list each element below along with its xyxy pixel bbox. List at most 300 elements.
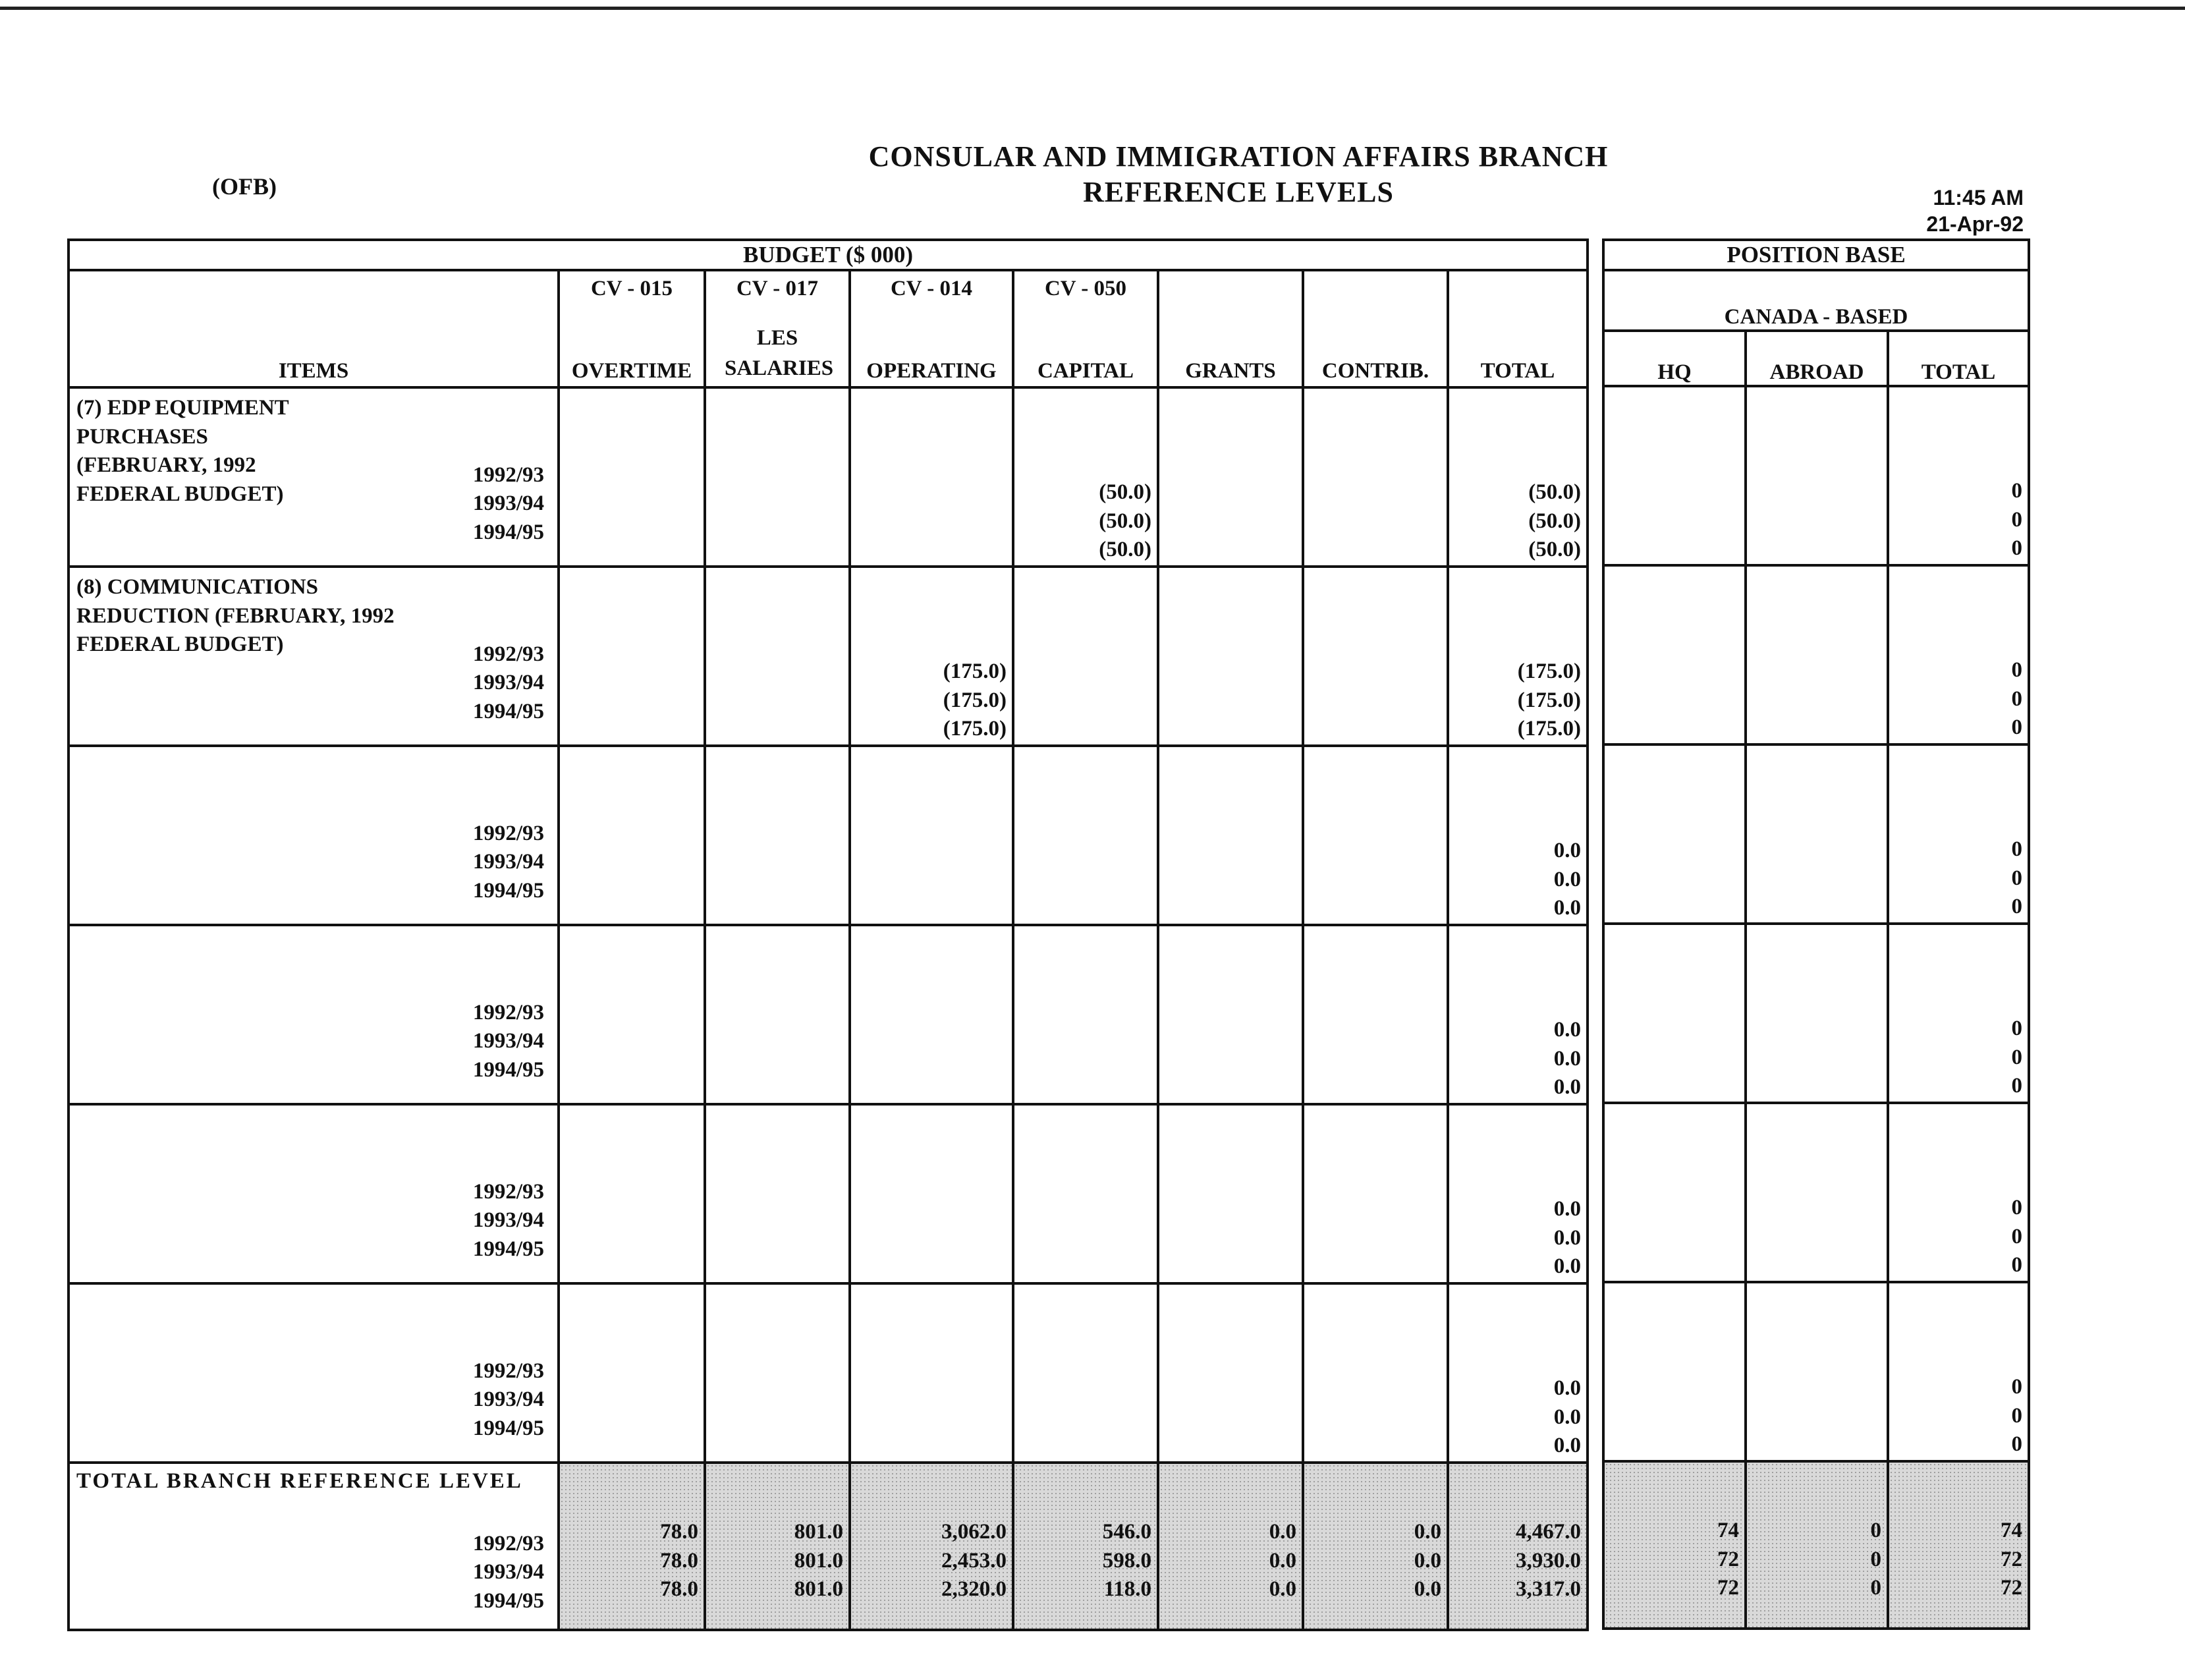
cell-capital bbox=[1013, 1283, 1158, 1463]
cell-hq bbox=[1603, 924, 1746, 1103]
cell-abroad-value bbox=[1752, 1194, 1881, 1223]
cell-operating-value bbox=[856, 1252, 1007, 1281]
total-pos_total-value: 72 bbox=[2001, 1576, 2023, 1600]
total-contrib-value: 0.0 bbox=[1414, 1520, 1441, 1544]
cell-contrib-value bbox=[1310, 1195, 1441, 1224]
cell-grants-value bbox=[1165, 686, 1296, 715]
fiscal-year: 1993/94 bbox=[472, 850, 544, 874]
total-total bbox=[1448, 1463, 1588, 1630]
cell-capital-value bbox=[1020, 715, 1151, 744]
cell-contrib-value bbox=[1310, 478, 1441, 507]
total-les bbox=[705, 1463, 850, 1630]
total-capital-value: 546.0 bbox=[1102, 1520, 1151, 1544]
item-label-line: FEDERAL BUDGET) bbox=[76, 632, 284, 656]
item-label-line: PURCHASES bbox=[76, 424, 208, 449]
total-overtime-value: 78.0 bbox=[660, 1577, 698, 1601]
item-label-line: (8) COMMUNICATIONS bbox=[76, 575, 318, 599]
cell-pos_total-value: 0 bbox=[2011, 1224, 2023, 1248]
cell-operating-value bbox=[856, 478, 1007, 507]
cell-abroad-value bbox=[1752, 685, 1881, 714]
cell-pos_total-value: 0 bbox=[2011, 686, 2023, 711]
cell-capital-value bbox=[1020, 1403, 1151, 1432]
total-les-value: 801.0 bbox=[794, 1577, 843, 1601]
org-code: (OFB) bbox=[212, 173, 277, 200]
cell-total bbox=[1448, 1283, 1588, 1463]
cell-abroad bbox=[1746, 565, 1888, 744]
cell-abroad-value bbox=[1752, 477, 1881, 506]
cell-operating bbox=[850, 387, 1013, 567]
cell-operating-value bbox=[856, 536, 1007, 565]
cell-overtime bbox=[559, 1104, 705, 1283]
table-row bbox=[69, 1283, 1588, 1463]
fiscal-year: 1992/93 bbox=[472, 642, 544, 666]
cell-total-value: 0.0 bbox=[1553, 896, 1581, 920]
cell-hq-value bbox=[1610, 1430, 1739, 1459]
cell-overtime-value bbox=[565, 1374, 698, 1403]
cell-hq-value bbox=[1610, 506, 1739, 535]
cell-contrib-value bbox=[1310, 1432, 1441, 1461]
cell-total bbox=[1448, 746, 1588, 925]
cell-capital-value bbox=[1020, 658, 1151, 686]
cell-les-value bbox=[711, 686, 843, 715]
cell-grants-value bbox=[1165, 507, 1296, 536]
item-label-line: (7) EDP EQUIPMENT bbox=[76, 396, 289, 420]
total-les-value: 801.0 bbox=[794, 1520, 843, 1544]
cell-les-value bbox=[711, 1374, 843, 1403]
cell-grants bbox=[1158, 746, 1303, 925]
code-cv017: CV - 017 bbox=[736, 277, 819, 300]
budget-caption: BUDGET ($ 000) bbox=[69, 240, 1588, 270]
cell-pos_total-value: 0 bbox=[2011, 1375, 2023, 1399]
total-abroad bbox=[1746, 1461, 1888, 1629]
fiscal-year: 1994/95 bbox=[472, 699, 544, 723]
cell-operating-value bbox=[856, 1224, 1007, 1253]
cell-contrib-value bbox=[1310, 686, 1441, 715]
cell-grants-value bbox=[1165, 536, 1296, 565]
item-cell bbox=[69, 1283, 559, 1463]
cell-abroad-value bbox=[1752, 534, 1881, 563]
total-capital-value: 118.0 bbox=[1103, 1577, 1151, 1601]
col-grants: GRANTS bbox=[1158, 270, 1303, 387]
cell-overtime-value bbox=[565, 894, 698, 923]
cell-overtime-value bbox=[565, 507, 698, 536]
position-total-row bbox=[1603, 1461, 2029, 1629]
print-time: 11:45 AM bbox=[1933, 186, 2024, 210]
total-operating-value: 3,062.0 bbox=[941, 1520, 1007, 1544]
code-cv014: CV - 014 bbox=[890, 277, 973, 300]
total-label: TOTAL BRANCH REFERENCE LEVEL bbox=[76, 1469, 523, 1493]
fiscal-year: 1993/94 bbox=[472, 671, 544, 694]
total-hq-value: 74 bbox=[1717, 1519, 1739, 1542]
cell-pos_total-value: 0 bbox=[2011, 1074, 2023, 1098]
cell-contrib bbox=[1303, 925, 1448, 1104]
fiscal-year: 1993/94 bbox=[472, 1560, 544, 1584]
cell-overtime-value bbox=[565, 1073, 698, 1102]
cell-les-value bbox=[711, 715, 843, 744]
cell-abroad bbox=[1746, 744, 1888, 924]
cell-hq bbox=[1603, 565, 1746, 744]
cell-hq bbox=[1603, 1103, 1746, 1282]
cell-hq-value bbox=[1610, 1373, 1739, 1402]
cell-total-value: (175.0) bbox=[1517, 688, 1581, 712]
cell-hq-value bbox=[1610, 1072, 1739, 1101]
total-contrib-value: 0.0 bbox=[1414, 1548, 1441, 1573]
cell-pos_total bbox=[1888, 744, 2029, 924]
cell-les-value bbox=[711, 1432, 843, 1461]
cell-overtime bbox=[559, 567, 705, 746]
cell-abroad-value bbox=[1752, 506, 1881, 535]
total-hq-value: 72 bbox=[1717, 1576, 1739, 1600]
cell-hq-value bbox=[1610, 1223, 1739, 1252]
cell-les-value bbox=[711, 837, 843, 866]
total-pos_total bbox=[1888, 1461, 2029, 1629]
total-les-value: 801.0 bbox=[794, 1548, 843, 1573]
cell-grants-value bbox=[1165, 1403, 1296, 1432]
cell-total-value: 0.0 bbox=[1553, 1376, 1581, 1400]
cell-overtime-value bbox=[565, 1252, 698, 1281]
cell-overtime-value bbox=[565, 837, 698, 866]
cell-overtime bbox=[559, 387, 705, 567]
cell-operating bbox=[850, 1283, 1013, 1463]
cell-grants-value bbox=[1165, 1073, 1296, 1102]
cell-capital-value bbox=[1020, 837, 1151, 866]
cell-les-value bbox=[711, 1224, 843, 1253]
cell-les-value bbox=[711, 478, 843, 507]
total-hq-value: 72 bbox=[1717, 1547, 1739, 1571]
cell-grants bbox=[1158, 1283, 1303, 1463]
cell-pos_total-value: 0 bbox=[2011, 715, 2023, 739]
position-table bbox=[1602, 238, 2030, 1630]
cell-abroad-value bbox=[1752, 714, 1881, 742]
total-grants bbox=[1158, 1463, 1303, 1630]
cell-pos_total-value: 0 bbox=[2011, 1017, 2023, 1040]
cell-les bbox=[705, 567, 850, 746]
cell-les bbox=[705, 925, 850, 1104]
col-capital: CV - 050 CAPITAL bbox=[1013, 270, 1158, 387]
cell-grants-value bbox=[1165, 894, 1296, 923]
cell-capital bbox=[1013, 567, 1158, 746]
cell-capital-value bbox=[1020, 686, 1151, 715]
cell-les-value bbox=[711, 658, 843, 686]
cell-overtime bbox=[559, 925, 705, 1104]
cell-abroad-value bbox=[1752, 1251, 1881, 1280]
total-operating bbox=[850, 1463, 1013, 1630]
cell-overtime-value bbox=[565, 1195, 698, 1224]
cell-contrib-value bbox=[1310, 894, 1441, 923]
cell-total-value: 0.0 bbox=[1553, 867, 1581, 891]
cell-pos_total bbox=[1888, 565, 2029, 744]
table-row bbox=[69, 387, 1588, 567]
fiscal-year: 1992/93 bbox=[472, 821, 544, 845]
cell-capital-value bbox=[1020, 1374, 1151, 1403]
position-row bbox=[1603, 744, 2029, 924]
fiscal-year: 1994/95 bbox=[472, 878, 544, 903]
fiscal-year: 1994/95 bbox=[472, 520, 544, 544]
cell-les-value bbox=[711, 894, 843, 923]
cell-abroad-value bbox=[1752, 1430, 1881, 1459]
cell-contrib-value bbox=[1310, 715, 1441, 744]
cell-contrib-value bbox=[1310, 658, 1441, 686]
cell-total-value: 0.0 bbox=[1553, 1046, 1581, 1071]
table-row bbox=[69, 1104, 1588, 1283]
cell-total-value: (175.0) bbox=[1517, 717, 1581, 741]
total-pos_total-value: 72 bbox=[2001, 1547, 2023, 1571]
cell-contrib-value bbox=[1310, 1045, 1441, 1074]
total-capital-value: 598.0 bbox=[1102, 1548, 1151, 1573]
item-label-line: FEDERAL BUDGET) bbox=[76, 482, 284, 506]
cell-grants bbox=[1158, 1104, 1303, 1283]
cell-hq-value bbox=[1610, 685, 1739, 714]
cell-abroad-value bbox=[1752, 1015, 1881, 1044]
cell-capital-value bbox=[1020, 1195, 1151, 1224]
cell-grants-value bbox=[1165, 478, 1296, 507]
top-rule bbox=[0, 7, 2185, 10]
cell-capital bbox=[1013, 746, 1158, 925]
cell-les-value bbox=[711, 1195, 843, 1224]
table-row bbox=[69, 746, 1588, 925]
cell-contrib-value bbox=[1310, 1016, 1441, 1045]
cell-abroad-value bbox=[1752, 1223, 1881, 1252]
cell-grants bbox=[1158, 387, 1303, 567]
item-cell bbox=[69, 746, 559, 925]
cell-pos_total-value: 0 bbox=[2011, 1253, 2023, 1277]
page-subtitle: REFERENCE LEVELS bbox=[1082, 176, 1394, 208]
cell-abroad bbox=[1746, 1103, 1888, 1282]
cell-contrib bbox=[1303, 387, 1448, 567]
fiscal-year: 1994/95 bbox=[472, 1237, 544, 1261]
cell-total-value: 0.0 bbox=[1553, 1434, 1581, 1457]
cell-operating bbox=[850, 567, 1013, 746]
cell-contrib-value bbox=[1310, 536, 1441, 565]
cell-les bbox=[705, 387, 850, 567]
cell-overtime-value bbox=[565, 1016, 698, 1045]
total-abroad-value: 0 bbox=[1870, 1576, 1881, 1600]
cell-les bbox=[705, 746, 850, 925]
cell-overtime-value bbox=[565, 1224, 698, 1253]
col-items: ITEMS bbox=[69, 270, 559, 387]
cell-les-value bbox=[711, 1252, 843, 1281]
total-contrib bbox=[1303, 1463, 1448, 1630]
cell-pos_total-value: 0 bbox=[2011, 1196, 2023, 1219]
cell-overtime bbox=[559, 746, 705, 925]
cell-operating-value bbox=[856, 1195, 1007, 1224]
cell-total-value: 0.0 bbox=[1553, 839, 1581, 862]
col-overtime: CV - 015 OVERTIME bbox=[559, 270, 705, 387]
fiscal-year: 1994/95 bbox=[472, 1416, 544, 1440]
cell-pos_total-value: 0 bbox=[2011, 1432, 2023, 1456]
cell-hq-value bbox=[1610, 656, 1739, 685]
cell-pos_total-value: 0 bbox=[2011, 895, 2023, 918]
total-grants-value: 0.0 bbox=[1269, 1520, 1296, 1544]
cell-hq-value bbox=[1610, 1402, 1739, 1431]
cell-hq-value bbox=[1610, 864, 1739, 893]
cell-abroad-value bbox=[1752, 864, 1881, 893]
fiscal-year: 1992/93 bbox=[472, 1531, 544, 1555]
cell-contrib-value bbox=[1310, 1403, 1441, 1432]
total-contrib-value: 0.0 bbox=[1414, 1577, 1441, 1601]
fiscal-year: 1992/93 bbox=[472, 1000, 544, 1024]
cell-les-value bbox=[711, 536, 843, 565]
cell-grants-value bbox=[1165, 658, 1296, 686]
cell-total bbox=[1448, 567, 1588, 746]
fiscal-year: 1993/94 bbox=[472, 1387, 544, 1411]
cell-abroad bbox=[1746, 1282, 1888, 1461]
cell-grants-value bbox=[1165, 866, 1296, 895]
cell-capital bbox=[1013, 387, 1158, 567]
cell-operating-value: (175.0) bbox=[943, 688, 1007, 712]
cell-total bbox=[1448, 387, 1588, 567]
cell-pos_total-value: 0 bbox=[2011, 658, 2023, 682]
cell-total-value: 0.0 bbox=[1553, 1197, 1581, 1221]
position-row bbox=[1603, 565, 2029, 744]
cell-total-value: 0.0 bbox=[1553, 1405, 1581, 1429]
cell-abroad-value bbox=[1752, 1044, 1881, 1073]
cell-hq-value bbox=[1610, 1015, 1739, 1044]
total-abroad-value: 0 bbox=[1870, 1519, 1881, 1542]
cell-operating-value bbox=[856, 837, 1007, 866]
cell-operating-value bbox=[856, 1403, 1007, 1432]
total-label-cell bbox=[69, 1463, 559, 1630]
item-cell bbox=[69, 1104, 559, 1283]
cell-capital-value bbox=[1020, 1016, 1151, 1045]
cell-abroad-value bbox=[1752, 893, 1881, 922]
cell-operating-value bbox=[856, 1073, 1007, 1102]
cell-hq-value bbox=[1610, 714, 1739, 742]
cell-abroad-value bbox=[1752, 1373, 1881, 1402]
cell-total-value: 0.0 bbox=[1553, 1225, 1581, 1250]
cell-grants bbox=[1158, 567, 1303, 746]
fiscal-year: 1993/94 bbox=[472, 491, 544, 515]
cell-total-value: (50.0) bbox=[1528, 538, 1581, 561]
cell-total-value: 0.0 bbox=[1553, 1018, 1581, 1042]
cell-grants-value bbox=[1165, 1432, 1296, 1461]
cell-grants-value bbox=[1165, 1374, 1296, 1403]
cell-operating-value bbox=[856, 866, 1007, 895]
cell-total-value: 0.0 bbox=[1553, 1075, 1581, 1099]
cell-pos_total-value: 0 bbox=[2011, 479, 2023, 503]
cell-overtime-value bbox=[565, 686, 698, 715]
cell-grants-value bbox=[1165, 1195, 1296, 1224]
cell-pos_total bbox=[1888, 924, 2029, 1103]
cell-les-value bbox=[711, 866, 843, 895]
cell-les-value bbox=[711, 1016, 843, 1045]
cell-hq-value bbox=[1610, 893, 1739, 922]
fiscal-year: 1994/95 bbox=[472, 1588, 544, 1613]
page-title: CONSULAR AND IMMIGRATION AFFAIRS BRANCH bbox=[868, 140, 1609, 173]
cell-total-value: (50.0) bbox=[1528, 480, 1581, 504]
cell-operating bbox=[850, 746, 1013, 925]
total-operating-value: 2,320.0 bbox=[941, 1577, 1007, 1601]
cell-hq-value bbox=[1610, 1194, 1739, 1223]
code-cv015: CV - 015 bbox=[590, 277, 673, 300]
cell-capital bbox=[1013, 1104, 1158, 1283]
cell-les bbox=[705, 1283, 850, 1463]
col-operating: CV - 014 OPERATING bbox=[850, 270, 1013, 387]
cell-total-value: (175.0) bbox=[1517, 659, 1581, 683]
total-total-value: 4,467.0 bbox=[1516, 1520, 1581, 1544]
col-pos-total: TOTAL bbox=[1888, 331, 2029, 386]
cell-overtime-value bbox=[565, 1403, 698, 1432]
cell-hq-value bbox=[1610, 534, 1739, 563]
item-cell bbox=[69, 387, 559, 567]
total-row bbox=[69, 1463, 1588, 1630]
total-grants-value: 0.0 bbox=[1269, 1548, 1296, 1573]
cell-contrib bbox=[1303, 1283, 1448, 1463]
cell-les-value bbox=[711, 1045, 843, 1074]
cell-overtime-value bbox=[565, 1432, 698, 1461]
col-abroad: ABROAD bbox=[1746, 331, 1888, 386]
cell-les-value bbox=[711, 1403, 843, 1432]
total-grants-value: 0.0 bbox=[1269, 1577, 1296, 1601]
cell-contrib-value bbox=[1310, 507, 1441, 536]
cell-pos_total-value: 0 bbox=[2011, 866, 2023, 890]
cell-overtime bbox=[559, 1283, 705, 1463]
fiscal-year: 1993/94 bbox=[472, 1029, 544, 1053]
cell-capital-value bbox=[1020, 894, 1151, 923]
cell-les-value bbox=[711, 507, 843, 536]
total-total-value: 3,317.0 bbox=[1516, 1577, 1581, 1601]
cell-abroad-value bbox=[1752, 1072, 1881, 1101]
cell-operating-value bbox=[856, 1016, 1007, 1045]
cell-operating-value bbox=[856, 1045, 1007, 1074]
cell-capital-value: (50.0) bbox=[1099, 480, 1151, 504]
position-row bbox=[1603, 1103, 2029, 1282]
cell-capital-value: (50.0) bbox=[1099, 538, 1151, 561]
cell-grants-value bbox=[1165, 1016, 1296, 1045]
cell-operating bbox=[850, 925, 1013, 1104]
cell-abroad bbox=[1746, 386, 1888, 565]
cell-overtime-value bbox=[565, 478, 698, 507]
cell-capital-value bbox=[1020, 1045, 1151, 1074]
cell-total-value: 0.0 bbox=[1553, 1254, 1581, 1278]
print-date: 21-Apr-92 bbox=[1926, 212, 2024, 236]
position-row bbox=[1603, 924, 2029, 1103]
cell-capital bbox=[1013, 925, 1158, 1104]
cell-contrib bbox=[1303, 746, 1448, 925]
cell-abroad-value bbox=[1752, 1402, 1881, 1431]
cell-abroad-value bbox=[1752, 835, 1881, 864]
cell-overtime-value bbox=[565, 658, 698, 686]
total-abroad-value: 0 bbox=[1870, 1547, 1881, 1571]
cell-contrib bbox=[1303, 1104, 1448, 1283]
col-contrib: CONTRIB. bbox=[1303, 270, 1448, 387]
total-overtime bbox=[559, 1463, 705, 1630]
cell-grants-value bbox=[1165, 1252, 1296, 1281]
cell-grants-value bbox=[1165, 715, 1296, 744]
canada-based-caption: CANADA - BASED bbox=[1603, 270, 2029, 331]
cell-operating-value: (175.0) bbox=[943, 717, 1007, 741]
total-capital bbox=[1013, 1463, 1158, 1630]
cell-operating-value: (175.0) bbox=[943, 659, 1007, 683]
cell-les-value bbox=[711, 1073, 843, 1102]
budget-table bbox=[67, 238, 1589, 1631]
cell-overtime-value bbox=[565, 715, 698, 744]
position-caption: POSITION BASE bbox=[1603, 240, 2029, 270]
fiscal-year: 1993/94 bbox=[472, 1208, 544, 1232]
cell-grants-value bbox=[1165, 1045, 1296, 1074]
cell-contrib bbox=[1303, 567, 1448, 746]
cell-capital-value bbox=[1020, 1073, 1151, 1102]
cell-hq-value bbox=[1610, 835, 1739, 864]
cell-overtime-value bbox=[565, 866, 698, 895]
cell-contrib-value bbox=[1310, 1374, 1441, 1403]
cell-contrib-value bbox=[1310, 866, 1441, 895]
fiscal-year: 1992/93 bbox=[472, 462, 544, 487]
cell-capital-value bbox=[1020, 1224, 1151, 1253]
cell-hq-value bbox=[1610, 477, 1739, 506]
cell-hq bbox=[1603, 744, 1746, 924]
total-overtime-value: 78.0 bbox=[660, 1548, 698, 1573]
